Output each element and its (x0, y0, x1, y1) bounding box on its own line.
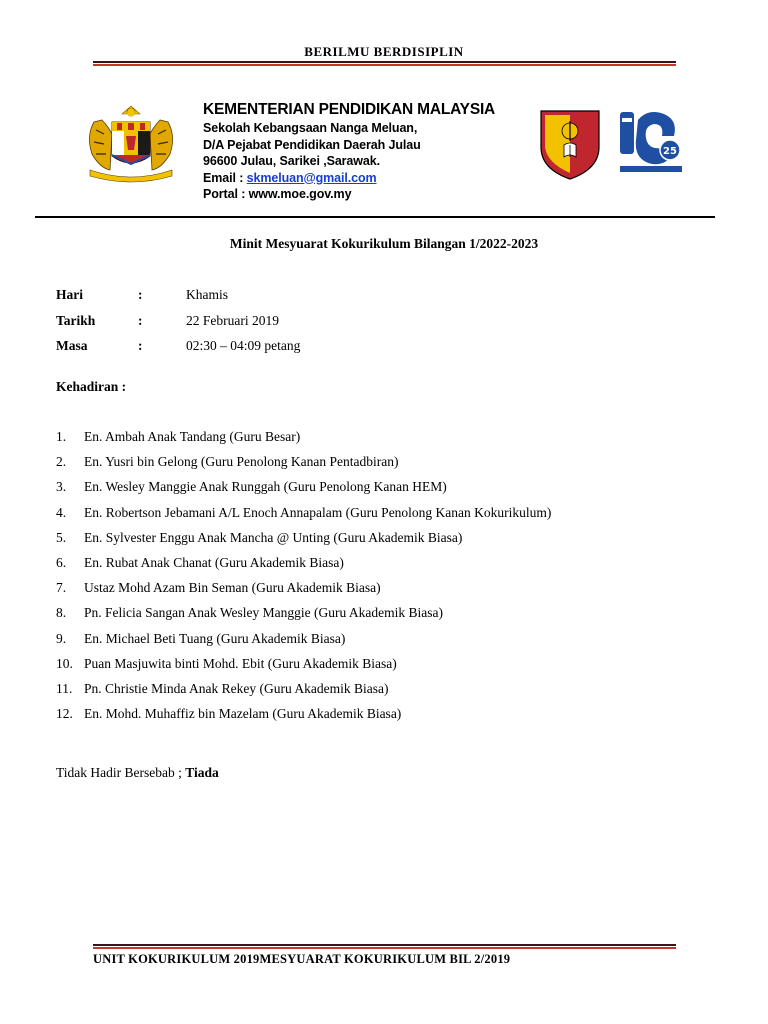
list-number: 9. (56, 630, 67, 646)
list-number: 11. (56, 680, 73, 696)
document-title: Minit Mesyuarat Kokurikulum Bilangan 1/2022-2023 (229, 236, 539, 251)
attendee-name: En. Robertson Jebamani A/L Enoch Annapalam (Guru Penolong Kanan Kokurikulum) (84, 504, 552, 520)
list-item (56, 453, 706, 478)
list-number: 1. (56, 429, 67, 444)
email-line (203, 170, 523, 187)
info-value: 22 Februari 2019 (186, 313, 279, 328)
info-label: Tarikh (56, 313, 96, 328)
attendee-name: Puan Masjuwita binti Mohd. Ebit (Guru Akademik Biasa) (84, 655, 397, 671)
email-link[interactable]: skmeluan@gmail.com (246, 170, 377, 185)
portal-line: Portal : www.moe.gov.my (203, 187, 352, 201)
info-colon: : (138, 287, 143, 302)
attendee-name: Ustaz Mohd Azam Bin Seman (Guru Akademik Biasa) (84, 580, 381, 596)
list-item (56, 529, 706, 554)
attendee-name: Pn. Felicia Sangan Anak Wesley Manggie (Guru Akademik Biasa) (84, 605, 443, 621)
list-number: 10. (56, 655, 73, 671)
list-item (56, 554, 706, 579)
list-number: 5. (56, 529, 67, 545)
school-name: Sekolah Kebangsaan Nanga Meluan, (203, 121, 418, 135)
list-number: 7. (56, 580, 67, 596)
header-double-rule (93, 61, 676, 66)
attendee-name: En. Michael Beti Tuang (Guru Akademik Biasa) (84, 630, 346, 646)
list-item (56, 680, 706, 705)
info-value: 02:30 – 04:09 petang (186, 338, 301, 353)
list-item (56, 504, 706, 529)
list-number: 6. (56, 554, 67, 570)
teaching-logo (618, 106, 684, 178)
coat-of-arms-logo (82, 104, 180, 184)
school-shield-logo (535, 107, 605, 182)
list-item (56, 428, 706, 453)
absent-value: Tiada (185, 765, 219, 780)
list-number: 8. (56, 605, 67, 621)
attendance-heading: Kehadiran : (56, 379, 127, 394)
attendee-list (56, 428, 706, 730)
list-item (56, 705, 706, 730)
attendee-name: En. Yusri bin Gelong (Guru Penolong Kanan Pentadbiran) (84, 454, 399, 470)
list-number: 3. (56, 479, 67, 495)
list-number: 4. (56, 504, 67, 520)
info-label: Hari (56, 287, 83, 302)
school-address: 96600 Julau, Sarikei ,Sarawak. (203, 154, 380, 168)
list-item (56, 630, 706, 655)
email-label: Email : (203, 170, 247, 185)
ministry-name: KEMENTERIAN PENDIDIKAN MALAYSIA (203, 101, 496, 118)
info-value: Khamis (186, 287, 228, 302)
attendee-name: En. Wesley Manggie Anak Runggah (Guru Penolong Kanan HEM) (84, 479, 447, 495)
list-item (56, 579, 706, 604)
list-item (56, 478, 706, 503)
footer-text: UNIT KOKURIKULUM 2019MESYUARAT KOKURIKULUM BIL 2/2019 (93, 952, 511, 966)
info-label: Masa (56, 338, 88, 353)
attendee-name: En. Sylvester Enggu Anak Mancha @ Unting (Guru Akademik Biasa) (84, 529, 463, 545)
info-colon: : (138, 313, 143, 328)
letterhead-block (203, 100, 523, 203)
attendee-name: En. Ambah Anak Tandang (Guru Besar) (84, 429, 301, 444)
attendee-name: En. Mohd. Muhaffiz bin Mazelam (Guru Akademik Biasa) (84, 706, 402, 722)
header-motto: BERILMU BERDISIPLIN (304, 44, 464, 59)
letterhead-divider (35, 216, 715, 218)
attendee-name: Pn. Christie Minda Anak Rekey (Guru Akademik Biasa) (84, 680, 389, 696)
footer-double-rule (93, 944, 676, 949)
list-item (56, 655, 706, 680)
absent-line (56, 765, 219, 781)
svg-text:25: 25 (663, 146, 677, 157)
list-item (56, 604, 706, 629)
list-number: 12. (56, 706, 73, 722)
list-number: 2. (56, 454, 67, 470)
attendee-name: En. Rubat Anak Chanat (Guru Akademik Biasa) (84, 554, 344, 570)
absent-label: Tidak Hadir Bersebab ; (56, 765, 186, 780)
school-office: D/A Pejabat Pendidikan Daerah Julau (203, 137, 421, 152)
info-colon: : (138, 338, 143, 353)
